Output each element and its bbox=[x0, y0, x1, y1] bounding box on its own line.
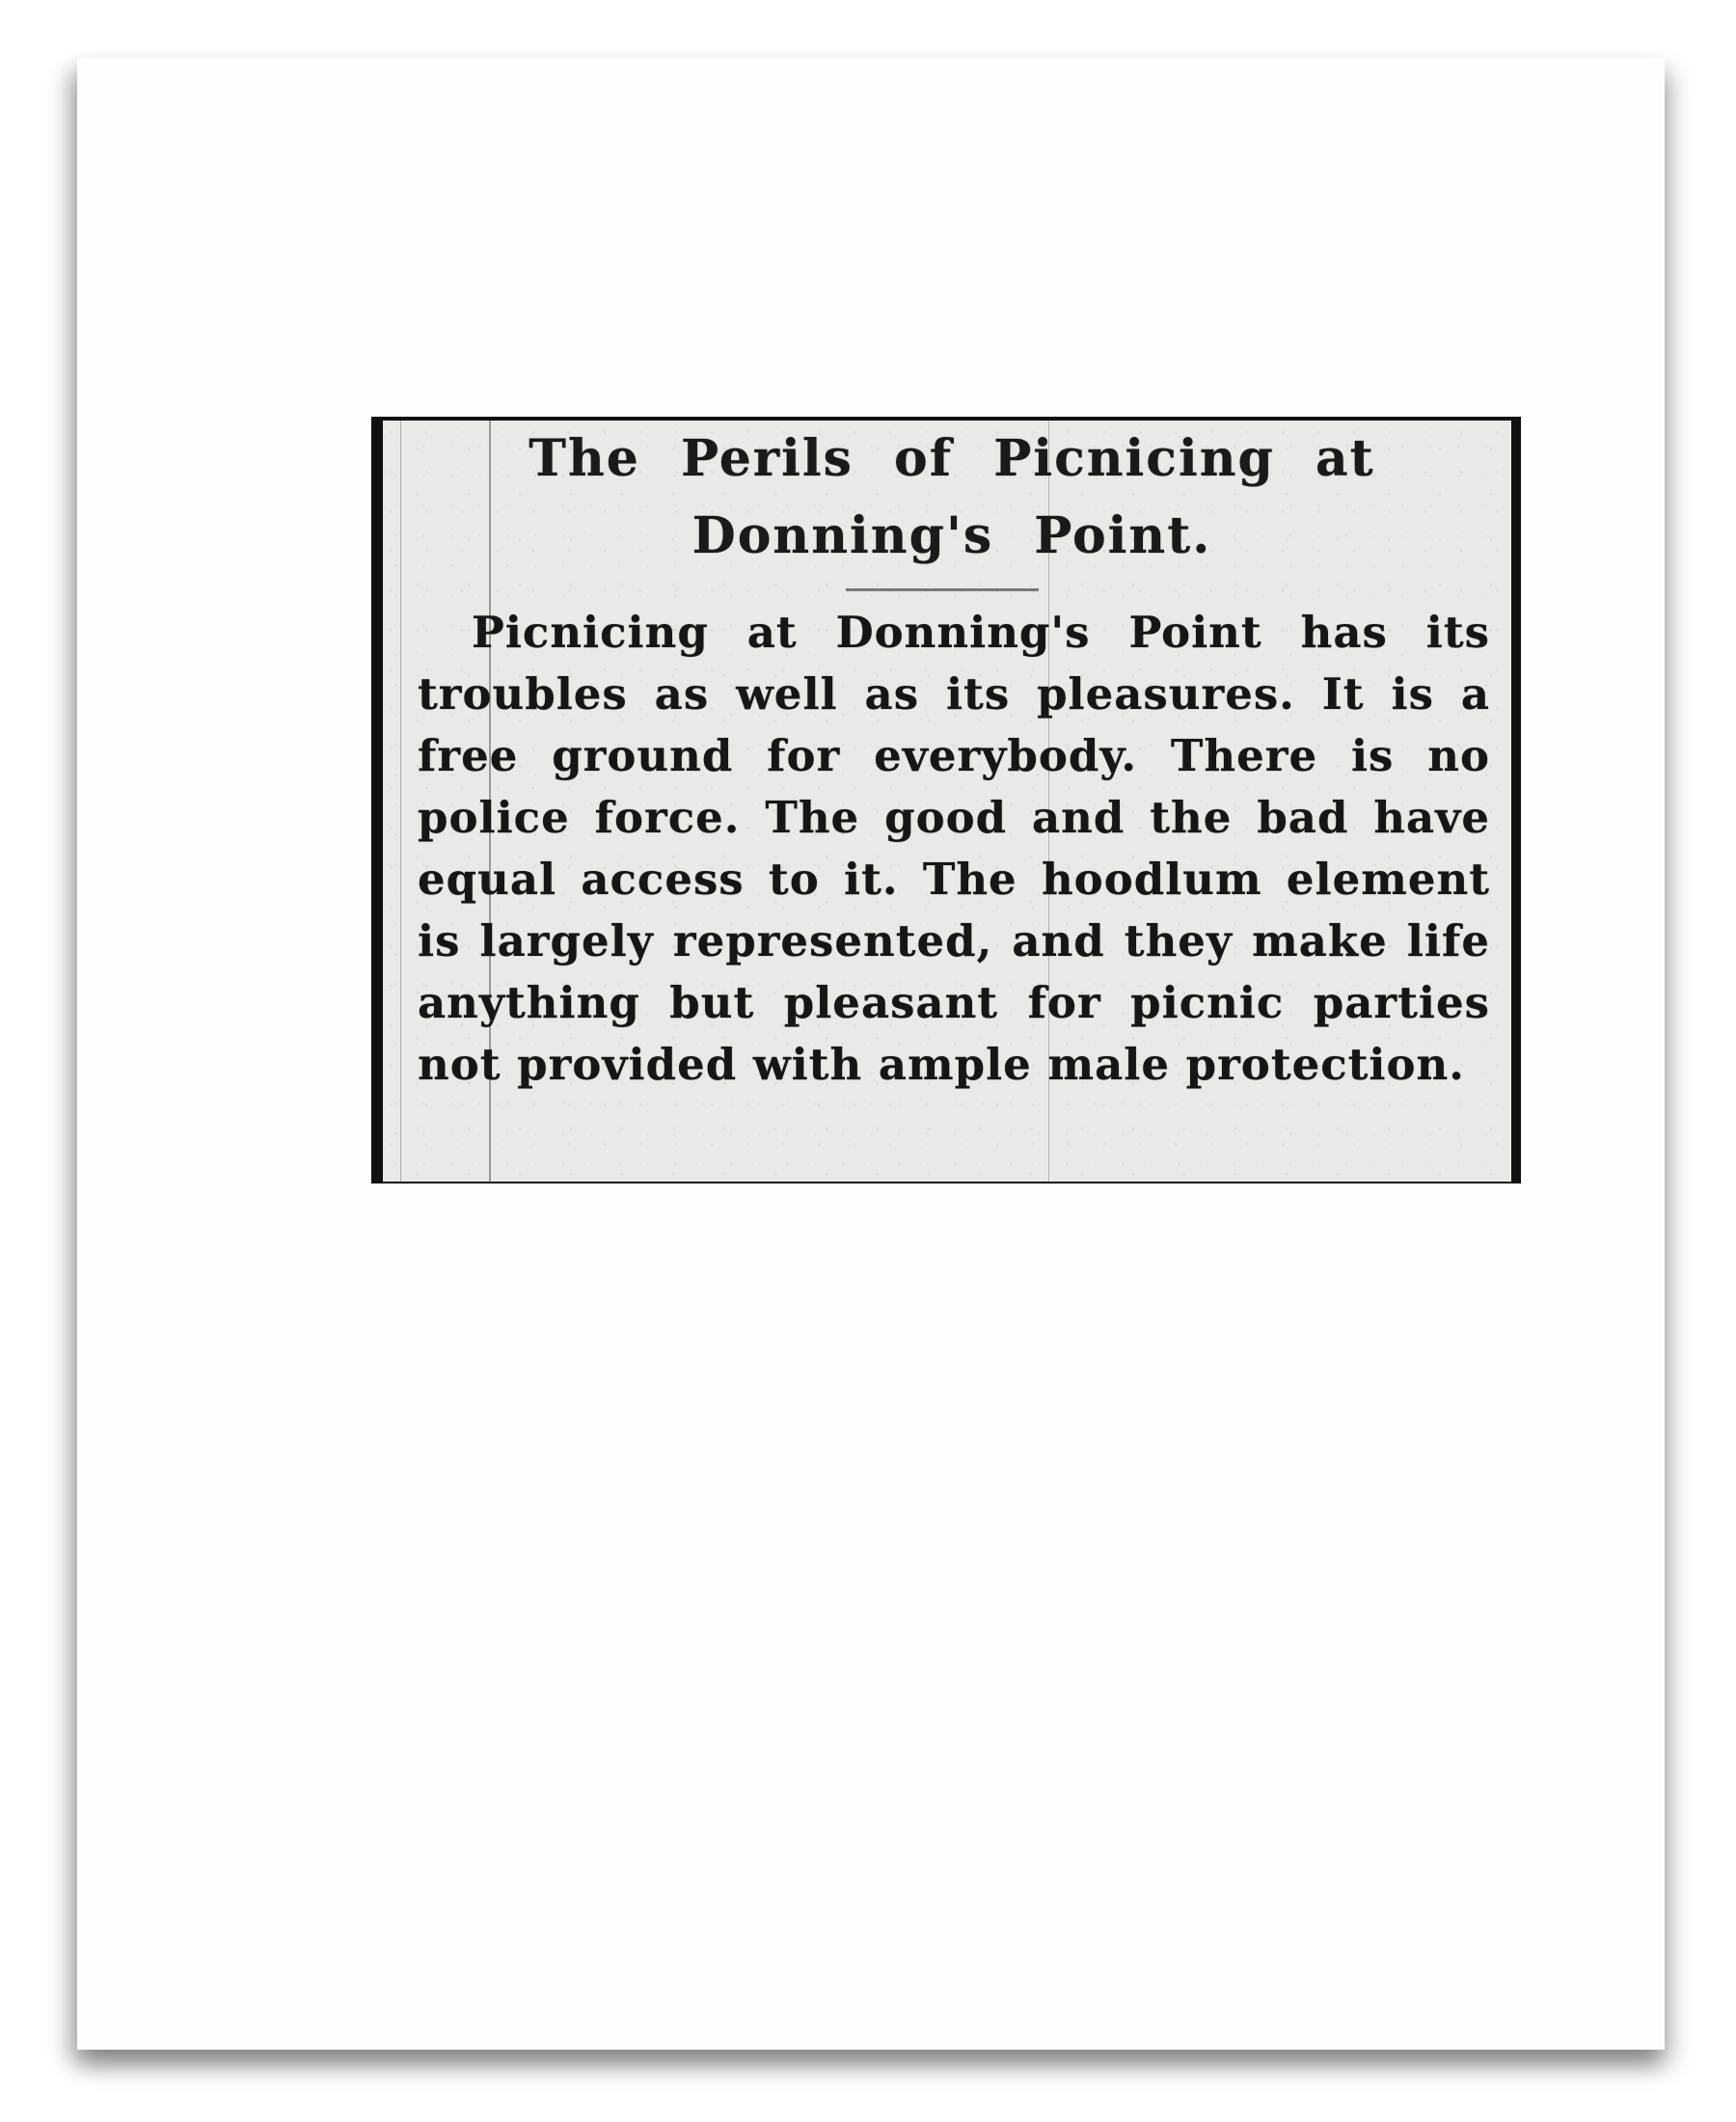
article-headline: The Perils of Picnicing at Donning's Point. bbox=[529, 429, 1375, 565]
headline-rule bbox=[846, 588, 1039, 591]
newspaper-clipping bbox=[371, 417, 1521, 1183]
fold-line bbox=[400, 421, 401, 1182]
article-body: Picnicing at Donning's Point has its troubles as well as its pleasures. It is a free ground for everybody. There is no police force. The good and the bad have equal access to it. The hoodlum element is largely represented, and they make life anything but pleasant for picnic parties not provided with ample male protection. bbox=[418, 607, 1490, 1090]
clipping-paper bbox=[383, 421, 1511, 1182]
page-sheet bbox=[77, 58, 1665, 2050]
